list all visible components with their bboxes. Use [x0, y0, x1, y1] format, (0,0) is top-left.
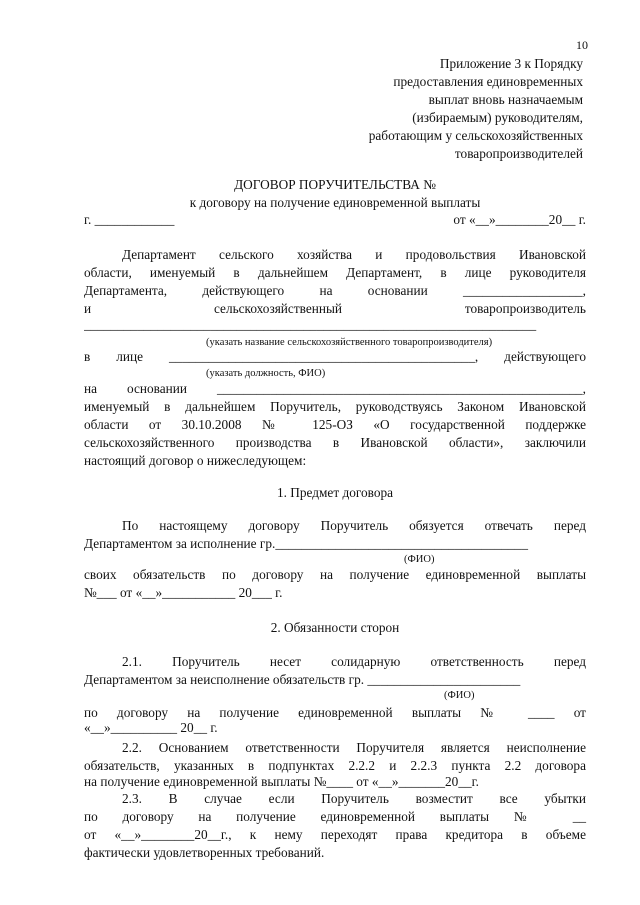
s23-line: от «__»________20__г., к нему переходят права кредитора в объеме [84, 827, 586, 842]
appendix-line: товаропроизводителей [454, 146, 583, 161]
producer-blank: ____________________________________________________________________ [84, 317, 537, 332]
s21-line: Департаментом за неисполнение обязательств гр. _______________________ [84, 672, 521, 687]
guarantor-line: настоящий договор о нижеследующем: [84, 453, 307, 468]
s22-line: обязательств, указанных в подпунктах 2.2.2 и 2.2.3 пункта 2.2 договора [84, 758, 586, 773]
appendix-line: выплат вновь назначаемым [428, 92, 583, 107]
intro-line: Департамент сельского хозяйства и продовольствия Ивановской [122, 247, 586, 262]
date-field: от «__»________20__ г. [453, 212, 586, 227]
appendix-line: Приложение 3 к Порядку [439, 56, 583, 71]
city-date-row [84, 211, 586, 228]
hint-fio: (ФИО) [444, 690, 475, 701]
document-subtitle: к договору на получение единовременной выплаты [189, 195, 481, 210]
s22-line: на получение единовременной выплаты №____ от «__»_______20__г. [84, 774, 479, 789]
s1-line: Департаментом за исполнение гр.______________________________________ [84, 536, 528, 551]
intro-line: области, именуемый в дальнейшем Департамент, в лице руководителя [84, 265, 586, 280]
s23-line: по договору на получение единовременной выплаты № __ [84, 809, 586, 824]
guarantor-line: сельскохозяйственного производства в Ивановской области», заключили [84, 435, 586, 450]
s22-line: 2.2. Основанием ответственности Поручителя является неисполнение [122, 740, 586, 755]
s21-line: 2.1. Поручитель несет солидарную ответственность перед [122, 654, 586, 669]
section-title: 1. Предмет договора [276, 485, 394, 500]
s1-line: своих обязательств по договору на получение единовременной выплаты [84, 567, 586, 582]
s23-line: 2.3. В случае если Поручитель возместит все убытки [122, 791, 586, 806]
intro-line: и сельскохозяйственный товаропроизводитель [84, 301, 586, 316]
s1-line: По настоящему договору Поручитель обязуется отвечать перед [122, 518, 586, 533]
hint-fio: (ФИО) [404, 554, 435, 565]
s21-line: по договору на получение единовременной выплаты № ____ от [84, 705, 586, 720]
appendix-line: работающим у сельскохозяйственных [368, 128, 583, 143]
appendix-line: (избираемым) руководителям, [412, 110, 583, 125]
appendix-line: предоставления единовременных [393, 74, 583, 89]
s1-line: №___ от «__»___________ 20___ г. [84, 585, 283, 600]
guarantor-line: области от 30.10.2008 № 125-ОЗ «О государственной поддержке [84, 417, 586, 432]
in-person-line: в лице ______________________________________________, действующего [84, 349, 586, 364]
page-number: 10 [576, 38, 588, 52]
city-field: г. ____________ [84, 212, 175, 227]
hint-position: (указать должность, ФИО) [206, 368, 326, 379]
document-title: ДОГОВОР ПОРУЧИТЕЛЬСТВА № [234, 177, 436, 192]
s21-line: «__»__________ 20__ г. [84, 720, 218, 735]
appendix-header [263, 55, 583, 163]
section-title: 2. Обязанности сторон [270, 620, 400, 635]
basis-line: на основании _______________________________________________________, [84, 381, 586, 396]
s23-line: фактически удовлетворенных требований. [84, 845, 325, 860]
intro-line: Департамента, действующего на основании __________________, [84, 283, 586, 298]
guarantor-line: именуемый в дальнейшем Поручитель, руководствуясь Законом Ивановской [84, 399, 586, 414]
hint-producer: (указать название сельскохозяйственного товаропроизводителя) [206, 337, 493, 348]
